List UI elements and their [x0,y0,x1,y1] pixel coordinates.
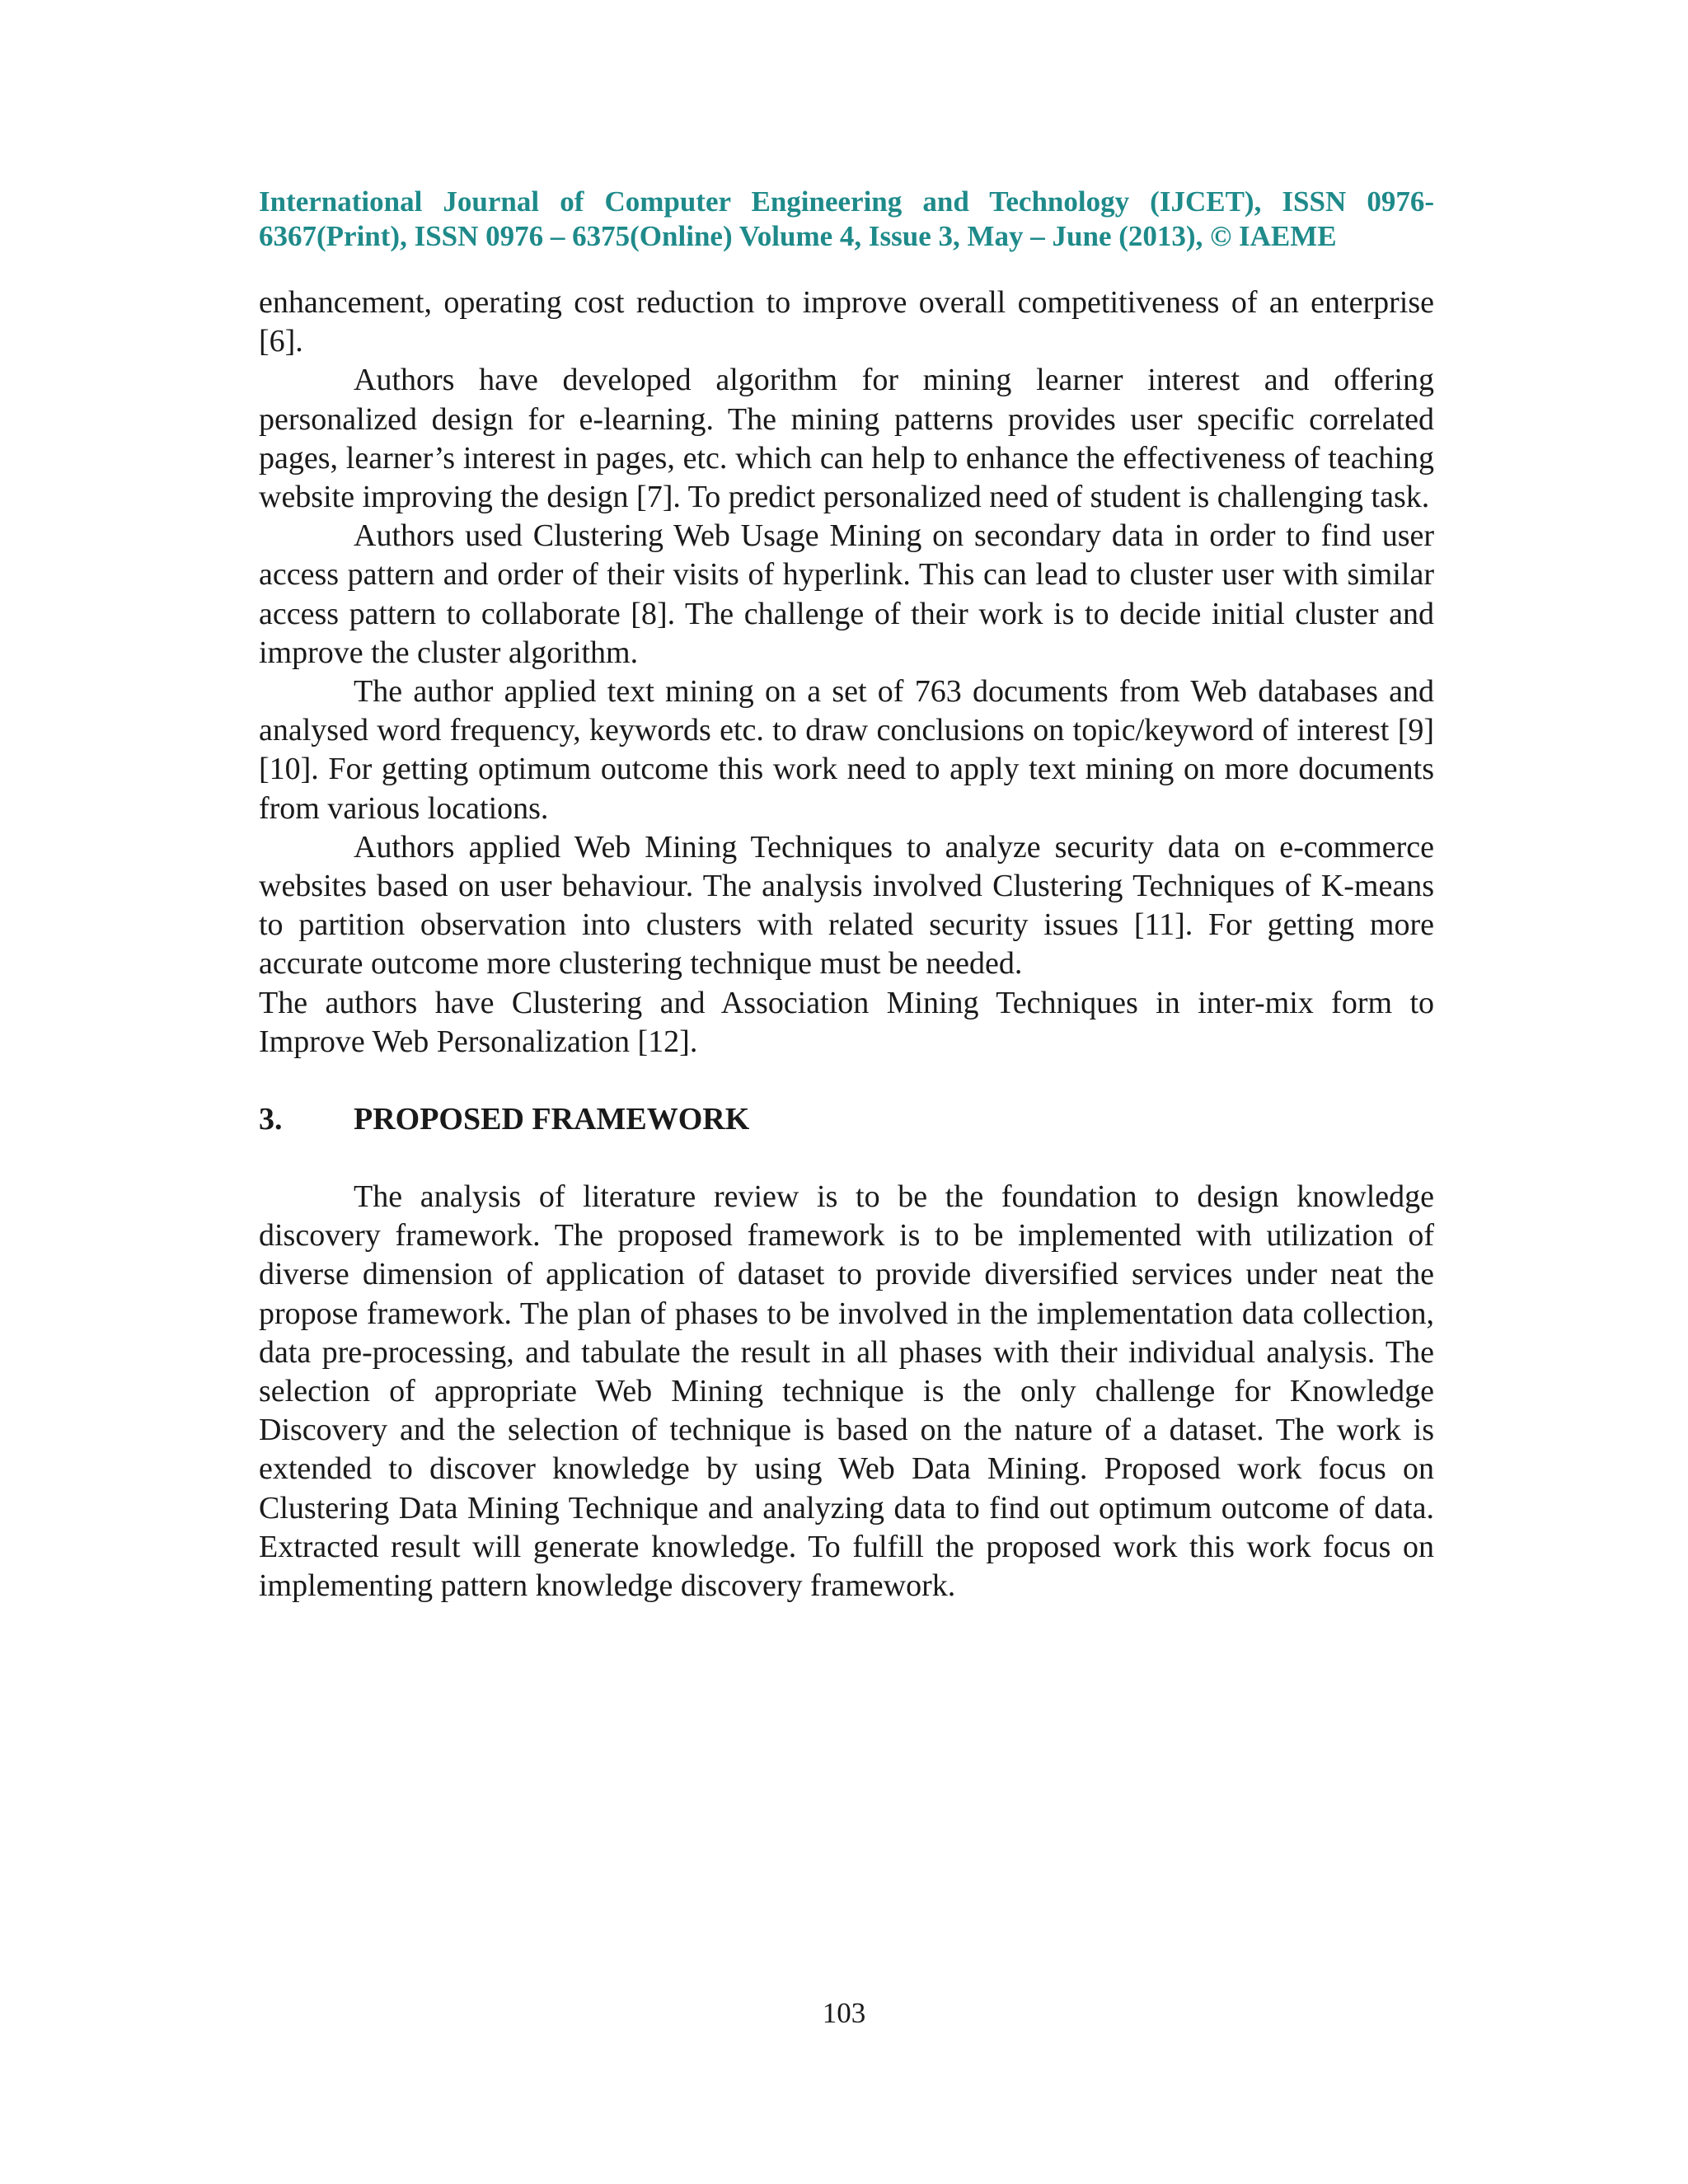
section-title: PROPOSED FRAMEWORK [354,1102,750,1137]
body-text [259,284,1434,1605]
page-number: 103 [822,1997,866,2029]
section-heading [259,1100,1434,1139]
paragraph-3: Authors used Clustering Web Usage Mining on secondary data in order to find user access pattern and order of their visits of hyperlink. This can lead to cluster user with similar access pattern to collaborate [8]. The challenge of their work is to decide initial cluster and improve the cluster algorithm. [259,518,1434,670]
paragraph-5: Authors applied Web Mining Techniques to analyze security data on e-commerce websites based on user behaviour. The analysis involved Clustering Techniques of K-means to partition observation into clusters with related security issues [11]. For getting more accurate outcome more clustering technique must be needed. [259,829,1434,982]
paragraph-6: The authors have Clustering and Association Mining Techniques in inter-mix form to Improve Web Personalization [12]. [259,985,1434,1059]
paragraph-4: The author applied text mining on a set of 763 documents from Web databases and analysed word frequency, keywords etc. to draw conclusions on topic/keyword of interest [9][10]. For getting optimum outcome this work need to apply text mining on more documents from various locations. [259,674,1434,826]
paragraph-2: Authors have developed algorithm for mining learner interest and offering personalized design for e-learning. The mining patterns provides user specific correlated pages, learner’s interest in pages, etc. which can help to enhance the effectiveness of teaching website improving the design [7]. To predict personalized need of student is challenging task. [259,363,1434,515]
section-number: 3. [259,1102,283,1137]
paragraph-1: enhancement, operating cost reduction to improve overall competitiveness of an enterprise [6]. [259,285,1434,359]
paragraph-7: The analysis of literature review is to be the foundation to design knowledge discovery framework. The proposed framework is to be implemented with utilization of diverse dimension of application of dataset to provide diversified services under neat the propose framework. The plan of phases to be involved in the implementation data collection, data pre-processing, and tabulate the result in all phases with their individual analysis. The selection of appropriate Web Mining technique is the only challenge for Knowledge Discovery and the selection of technique is based on the nature of a dataset. The work is extended to discover knowledge by using Web Data Mining. Proposed work focus on Clustering Data Mining Technique and analyzing data to find out optimum outcome of data. Extracted result will generate knowledge. To fulfill the proposed work this work focus on implementing pattern knowledge discovery framework. [259,1179,1434,1604]
journal-running-header: International Journal of Computer Engineering and Technology (IJCET), ISSN 0976-6367(Print), ISSN 0976 – 6375(Online) Volume 4, Issue 3, May – June (2013), © IAEME [259,185,1434,252]
